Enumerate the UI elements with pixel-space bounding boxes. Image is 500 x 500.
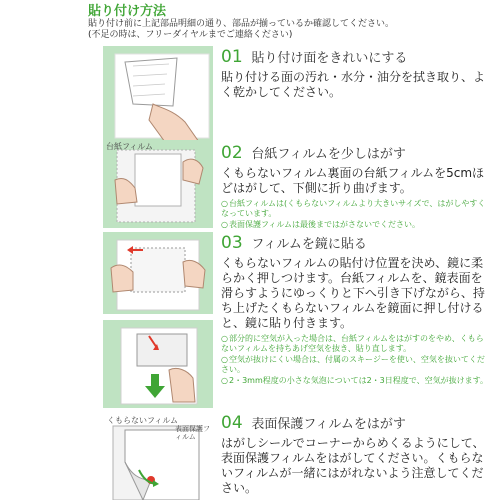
note-text: 台紙フィルムは(くもらないフィルムより大きいサイズで、はがしやすくなっています。 <box>221 199 486 218</box>
step-2-body: くもらないフィルム裏面の台紙フィルムを5cmほどはがして、下側に折り曲げます。 <box>221 166 485 195</box>
peeling-film-illustration <box>103 140 213 228</box>
backing-film-label: 台紙フィルム <box>106 142 154 151</box>
step-2-heading <box>221 144 491 164</box>
step-1-body: 貼り付ける面の汚れ・水分・油分を拭き取り、よく乾かしてください。 <box>221 70 486 99</box>
step-3-note: ○2・3mm程度の小さな気泡については2・3日程度で、空気が抜けます。 <box>221 376 488 385</box>
step-3-body: くもらないフィルムの貼付け位置を決め、鏡に柔らかく押しつけます。台紙フィルムを、鏡表面を滑らすようにゆっくりと下へ引き下げながら、持ち上げたくもらないフィルムを鏡面に押し付けると、鏡に貼り付きます。 <box>221 256 485 330</box>
step-1-illustration <box>103 46 213 142</box>
step-2-note: ○表面保護フィルムは最後まではがさないでください。 <box>221 220 421 229</box>
step-1-title: 貼り付け面をきれいにする <box>251 51 408 66</box>
step-4-body: はがしシールでコーナーからめくるようにして、表面保護フィルムをはがしてください。くもらないフィルムが一緒にはがれないよう注意してください。 <box>221 436 485 495</box>
step-2-number: 02 <box>221 143 243 163</box>
step-4-heading <box>221 414 491 434</box>
note-text: 空気が抜けにくい場合は、付属のスキージーを使い、空気を抜いてください。 <box>221 355 485 374</box>
step-2-title: 台紙フィルムを少しはがす <box>251 147 406 162</box>
step-4-number: 04 <box>221 413 243 433</box>
step-3-illustration-lower <box>103 320 213 408</box>
step-3-note: ○空気が抜けにくい場合は、付属のスキージーを使い、空気を抜いてください。 <box>221 355 485 374</box>
step-2-illustration <box>103 140 213 228</box>
step-3-number: 03 <box>221 233 243 253</box>
note-text: 部分的に空気が入った場合は、台紙フィルムをはがすのをやめ、くもらないフィルムを持ちあげ空気を抜き、貼り直します。 <box>221 334 484 353</box>
step-1-number: 01 <box>221 47 243 67</box>
step-3-title: フィルムを鏡に貼る <box>251 237 367 252</box>
step-2-note: ○台紙フィルムは(くもらないフィルムより大きいサイズで、はがしやすくなっています。 <box>221 199 486 218</box>
header-note-secondary: (不足の時は、フリーダイヤルまでご連絡ください) <box>88 30 293 40</box>
header-note: 貼り付け前に上記部品明細の通り、部品が揃っているか確認してください。 <box>88 19 395 29</box>
step-4-illustration <box>103 414 213 500</box>
step-3-heading <box>221 234 491 254</box>
step-3-illustration-upper <box>103 232 213 314</box>
note-text: 2・3mm程度の小さな気泡については2・3日程度で、空気が抜けます。 <box>228 376 488 385</box>
instructions-header <box>88 4 498 41</box>
pressing-film-illustration <box>103 320 213 408</box>
step-4-title: 表面保護フィルムをはがす <box>251 417 406 432</box>
step-3-note: ○部分的に空気が入った場合は、台紙フィルムをはがすのをやめ、くもらないフィルムを持ちあげ空気を抜き、貼り直します。 <box>221 334 484 353</box>
applying-film-illustration <box>103 232 213 314</box>
anti-fog-film-label: くもらないフィルム <box>107 416 179 425</box>
wiping-hand-illustration <box>103 46 213 142</box>
protective-film-label: 表面保護フィルム <box>175 425 210 441</box>
page-title: 貼り付け方法 <box>88 4 167 19</box>
step-1-heading <box>221 48 491 68</box>
note-text: 表面保護フィルムは最後まではがさないでください。 <box>228 220 421 229</box>
